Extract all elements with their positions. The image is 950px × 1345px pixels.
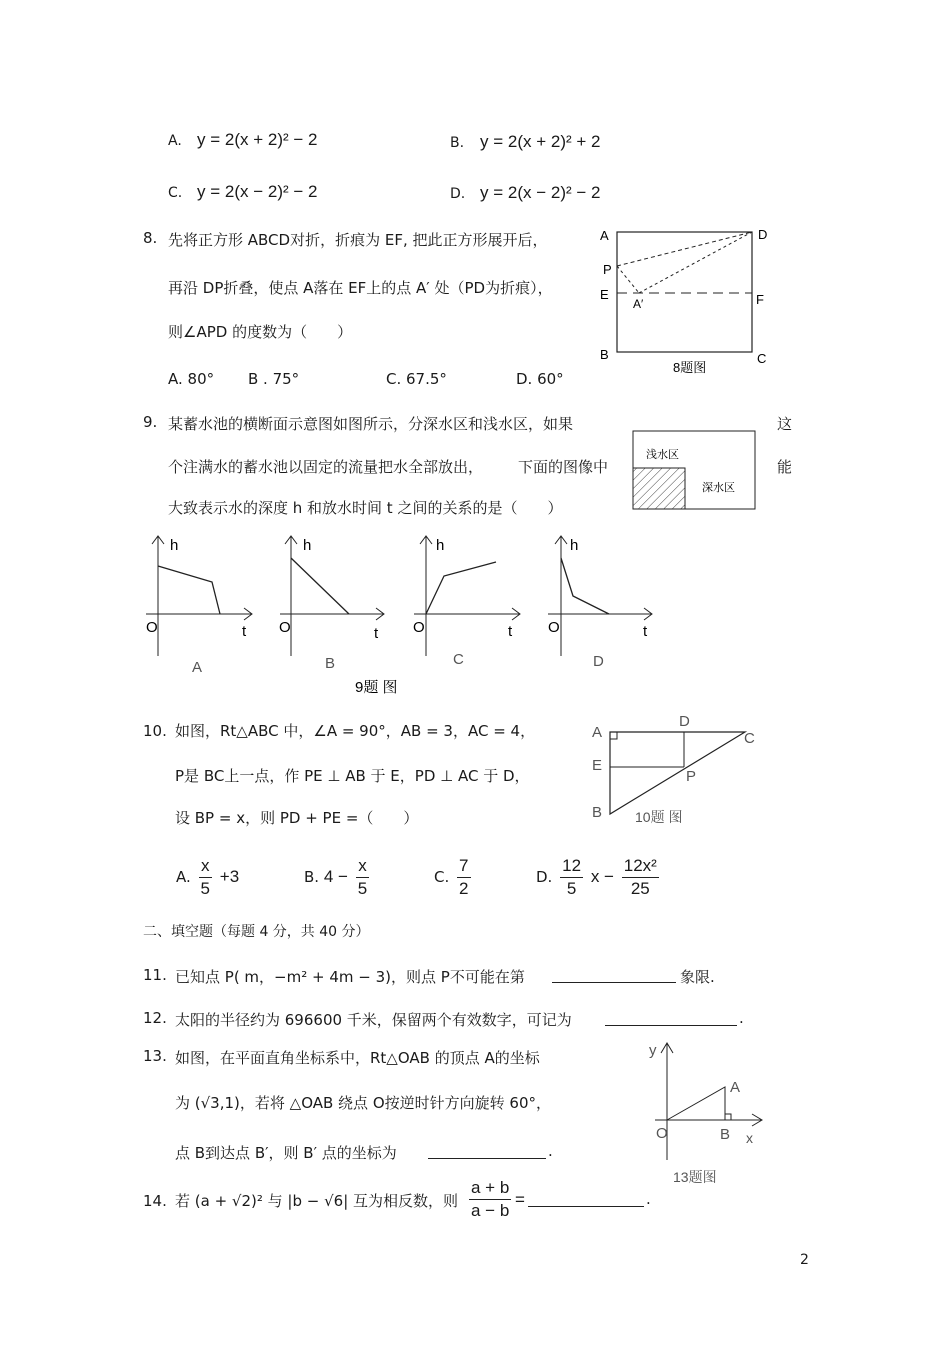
q10-option-a-rest: +3: [219, 867, 240, 886]
q8-number: 8.: [143, 229, 158, 247]
q13-right-angle-mark: [725, 1114, 731, 1120]
q9-label-shallow: 浅水区: [646, 449, 679, 461]
q7-option-d-label: D.: [450, 186, 466, 202]
q8-option-d: D. 60°: [516, 370, 564, 388]
q10-line3: 设 BP = x，则 PD + PE =（ ）: [175, 809, 419, 827]
q9-graph-c: [413, 536, 520, 668]
q10-option-a: [176, 856, 239, 899]
q9-graph-d-t: t: [643, 623, 648, 640]
q9-graph-a-h: h: [170, 537, 179, 554]
q7-option-c-label: C.: [168, 185, 183, 201]
q9-graph-b-h: h: [303, 537, 312, 554]
q10-option-b-label: B.: [304, 868, 320, 886]
q7-option-a-label: A.: [168, 133, 182, 149]
q10-label-p: P: [686, 768, 697, 785]
q10-option-c-den: 2: [459, 879, 469, 898]
q11-end: 象限.: [680, 968, 715, 986]
q8-line3: 则∠APD 的度数为（ ）: [168, 323, 353, 341]
q9-graph-c-label: C: [453, 651, 464, 668]
q13-triangle-oab: [667, 1087, 725, 1120]
q9-graph-c-h: h: [436, 537, 445, 554]
q10-option-b-pre: 4 −: [323, 867, 348, 886]
q9-line2-end: 能: [777, 458, 793, 476]
q8-label-b: B: [600, 347, 609, 362]
q9-graph-d-o: O: [548, 619, 560, 636]
q11-number: 11.: [143, 966, 167, 984]
q9-graph-a-curve: [158, 566, 220, 614]
q9-line2-mid: 下面的图像中: [518, 458, 609, 476]
q9-graph-a-t: t: [242, 623, 247, 640]
q10-option-d-label: D.: [536, 868, 553, 886]
q13-answer-blank[interactable]: [428, 1144, 546, 1159]
q8-square: [617, 232, 752, 352]
q9-graphs: [140, 528, 670, 703]
q10-option-b-num: x: [356, 856, 369, 878]
q9-line3: 大致表示水的深度 h 和放水时间 t 之间的关系的是（ ）: [168, 499, 563, 517]
q10-option-d-num1: 12: [560, 856, 583, 878]
q13-label-x: x: [746, 1130, 753, 1146]
q8-option-a: A. 80°: [168, 370, 215, 388]
q9-graph-b-curve: [291, 558, 349, 614]
q13-caption: 13题图: [673, 1169, 717, 1185]
q7-option-b-label: B.: [450, 135, 465, 151]
q10-label-b: B: [592, 804, 603, 821]
q11-text: 已知点 P( m，−m² + 4m − 3)，则点 P不可能在第: [175, 968, 525, 986]
q9-graph-d: [548, 536, 652, 670]
q9-number: 9.: [143, 413, 158, 431]
q10-option-a-den: 5: [200, 879, 211, 898]
q8-label-e: E: [600, 287, 609, 302]
q10-label-a: A: [592, 724, 603, 741]
q7-option-a-expr: y = 2(x + 2)² − 2: [197, 130, 318, 149]
q10-option-d-den2: 25: [630, 879, 650, 898]
q7-option-d-expr: y = 2(x − 2)² − 2: [480, 183, 601, 202]
q10-option-a-label: A.: [176, 868, 191, 886]
q13-figure: [640, 1035, 770, 1190]
q10-number: 10.: [143, 722, 167, 740]
q9-graph-d-h: h: [570, 537, 579, 554]
q14-answer-blank[interactable]: [528, 1192, 644, 1207]
q9-line2: 个注满水的蓄水池以固定的流量把水全部放出，: [168, 458, 484, 476]
q10-line2: P是 BC上一点，作 PE ⊥ AB 于 E，PD ⊥ AC 于 D，: [175, 767, 530, 785]
q10-line1: 如图，Rt△ABC 中，∠A = 90°，AB = 3，AC = 4，: [175, 722, 536, 740]
q8-label-d: D: [758, 227, 768, 242]
q10-option-c-num: 7: [457, 856, 470, 878]
q11-answer-blank[interactable]: [552, 968, 676, 983]
q9-graph-b-o: O: [279, 619, 291, 636]
q14-number: 14.: [143, 1192, 167, 1210]
q13-line1: 如图，在平面直角坐标系中，Rt△OAB 的顶点 A的坐标: [175, 1049, 540, 1067]
q13-line2: 为 (√3,1)，若将 △OAB 绕点 O按逆时针方向旋转 60°，: [175, 1094, 551, 1112]
q8-line1: 先将正方形 ABCD对折，折痕为 EF, 把此正方形展开后，: [168, 231, 548, 249]
q10-option-a-num: x: [199, 856, 212, 878]
q14-frac-num: a + b: [469, 1178, 511, 1200]
q10-option-d-den1: 5: [566, 879, 577, 898]
q9-graph-a-label: A: [192, 659, 203, 676]
q9-graph-b: [279, 536, 384, 672]
q14-pre: 若 (a + √2)² 与 |b − √6| 互为相反数，则: [175, 1192, 459, 1210]
q10-label-c: C: [744, 730, 755, 747]
q13-line3-end: .: [548, 1142, 553, 1160]
q14-end: .: [646, 1190, 651, 1208]
q8-option-b: B . 75°: [248, 370, 300, 388]
q7-option-b-expr: y = 2(x + 2)² + 2: [480, 132, 601, 151]
q13-number: 13.: [143, 1047, 167, 1065]
q8-line2: 再沿 DP折叠，使点 A落在 EF上的点 A′ 处（PD为折痕），: [168, 279, 553, 297]
q8-figure: [595, 222, 785, 380]
q8-label-c: C: [757, 351, 767, 366]
q8-segment-ad: [639, 232, 752, 293]
q9-graph-d-label: D: [593, 653, 604, 670]
q9-graph-a: [146, 536, 252, 676]
q9-graph-a-o: O: [146, 619, 158, 636]
q10-label-d: D: [679, 713, 690, 730]
q8-option-c: C. 67.5°: [386, 370, 447, 388]
q14-frac-den: a − b: [471, 1201, 510, 1220]
q14-fraction: [466, 1178, 514, 1221]
q8-label-a: A: [600, 228, 609, 243]
q8-label-p: P: [603, 262, 612, 277]
q10-option-b: [304, 856, 372, 899]
q10-option-c: [434, 856, 474, 899]
q13-label-y: y: [649, 1042, 657, 1059]
q13-label-a: A: [730, 1079, 741, 1096]
q13-label-o: O: [656, 1125, 668, 1142]
q13-label-b: B: [720, 1126, 731, 1143]
q12-answer-blank[interactable]: [605, 1011, 737, 1026]
q10-option-d-num2: 12x²: [622, 856, 659, 878]
q9-line1-end: 这: [777, 415, 793, 433]
q10-label-e: E: [592, 757, 603, 774]
q9-graph-c-t: t: [508, 623, 513, 640]
q10-option-c-label: C.: [434, 868, 450, 886]
q9-graph-b-label: B: [325, 655, 336, 672]
page-number: 2: [800, 1252, 809, 1268]
q10-triangle-abc: [610, 732, 745, 814]
q10-option-d: [536, 856, 662, 899]
q9-pool-figure: [632, 430, 757, 512]
q13-line3: 点 B到达点 B′，则 B′ 点的坐标为: [175, 1144, 397, 1162]
q10-caption: 10题 图: [635, 809, 683, 825]
q12-text: 太阳的半径约为 696600 千米，保留两个有效数字，可记为: [175, 1011, 572, 1029]
q12-number: 12.: [143, 1009, 167, 1027]
q9-graph-c-o: O: [413, 619, 425, 636]
q9-line1: 某蓄水池的横断面示意图如图所示，分深水区和浅水区，如果: [168, 415, 574, 433]
q7-option-c-expr: y = 2(x − 2)² − 2: [197, 182, 318, 201]
q9-graph-c-curve: [426, 562, 496, 614]
q8-crease-pd: [617, 232, 752, 266]
q10-option-d-mid: x −: [590, 867, 614, 886]
q14-equals: =: [515, 1190, 525, 1209]
section2-title: 二、填空题（每题 4 分，共 40 分）: [143, 924, 370, 940]
q8-label-f: F: [756, 292, 764, 307]
q10-option-b-den: 5: [357, 879, 368, 898]
q9-label-deep: 深水区: [702, 482, 735, 494]
q10-figure: [585, 712, 765, 830]
q9-graph-b-t: t: [374, 625, 379, 642]
q12-end: .: [739, 1009, 744, 1027]
q9-pool-hatched-region: [633, 468, 685, 509]
q9-caption: 9题 图: [355, 679, 398, 696]
q8-label-a-prime: A′: [633, 297, 644, 311]
q8-caption: 8题图: [673, 360, 707, 375]
q8-segment-pa: [617, 266, 639, 293]
q9-graph-d-curve: [561, 558, 609, 614]
q10-right-angle-mark: [610, 732, 617, 739]
